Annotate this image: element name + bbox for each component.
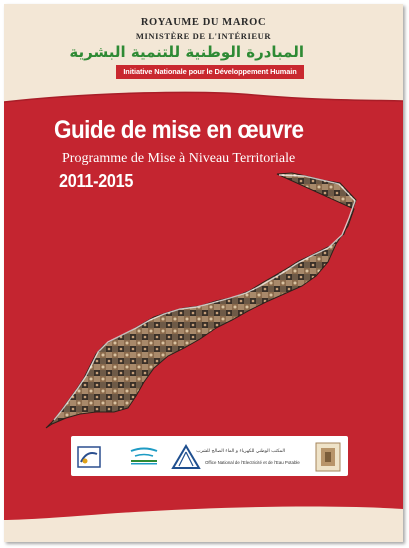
indh-logo-arabic: المبادرة الوطنية للتنمية البشرية bbox=[69, 43, 304, 61]
kingdom-heading: ROYAUME DU MAROC bbox=[140, 17, 267, 28]
highway-logo-icon bbox=[171, 444, 201, 470]
cover-page bbox=[4, 4, 403, 542]
partner-logos-strip bbox=[71, 436, 348, 476]
road-agency-logo-icon bbox=[127, 445, 161, 467]
onee-name-french: Office National de l'Electricité et de l'Eau Potable bbox=[205, 460, 300, 465]
cover-title: Guide de mise en œuvre bbox=[54, 116, 304, 144]
ministry-heading: MINISTÈRE DE L'INTÉRIEUR bbox=[135, 31, 272, 41]
indh-logo-french: Initiative Nationale pour le Développement Humain bbox=[123, 67, 297, 76]
cover-subtitle: Programme de Mise à Niveau Territoriale bbox=[62, 151, 296, 166]
heritage-logo-icon bbox=[315, 442, 341, 472]
ministry-emblem-icon bbox=[77, 446, 101, 468]
cover-years: 2011-2015 bbox=[59, 171, 134, 191]
map-silhouette bbox=[46, 173, 356, 428]
onee-name-arabic: المكتب الوطني للكهرباء و الماء الصالح للشرب bbox=[196, 449, 285, 454]
